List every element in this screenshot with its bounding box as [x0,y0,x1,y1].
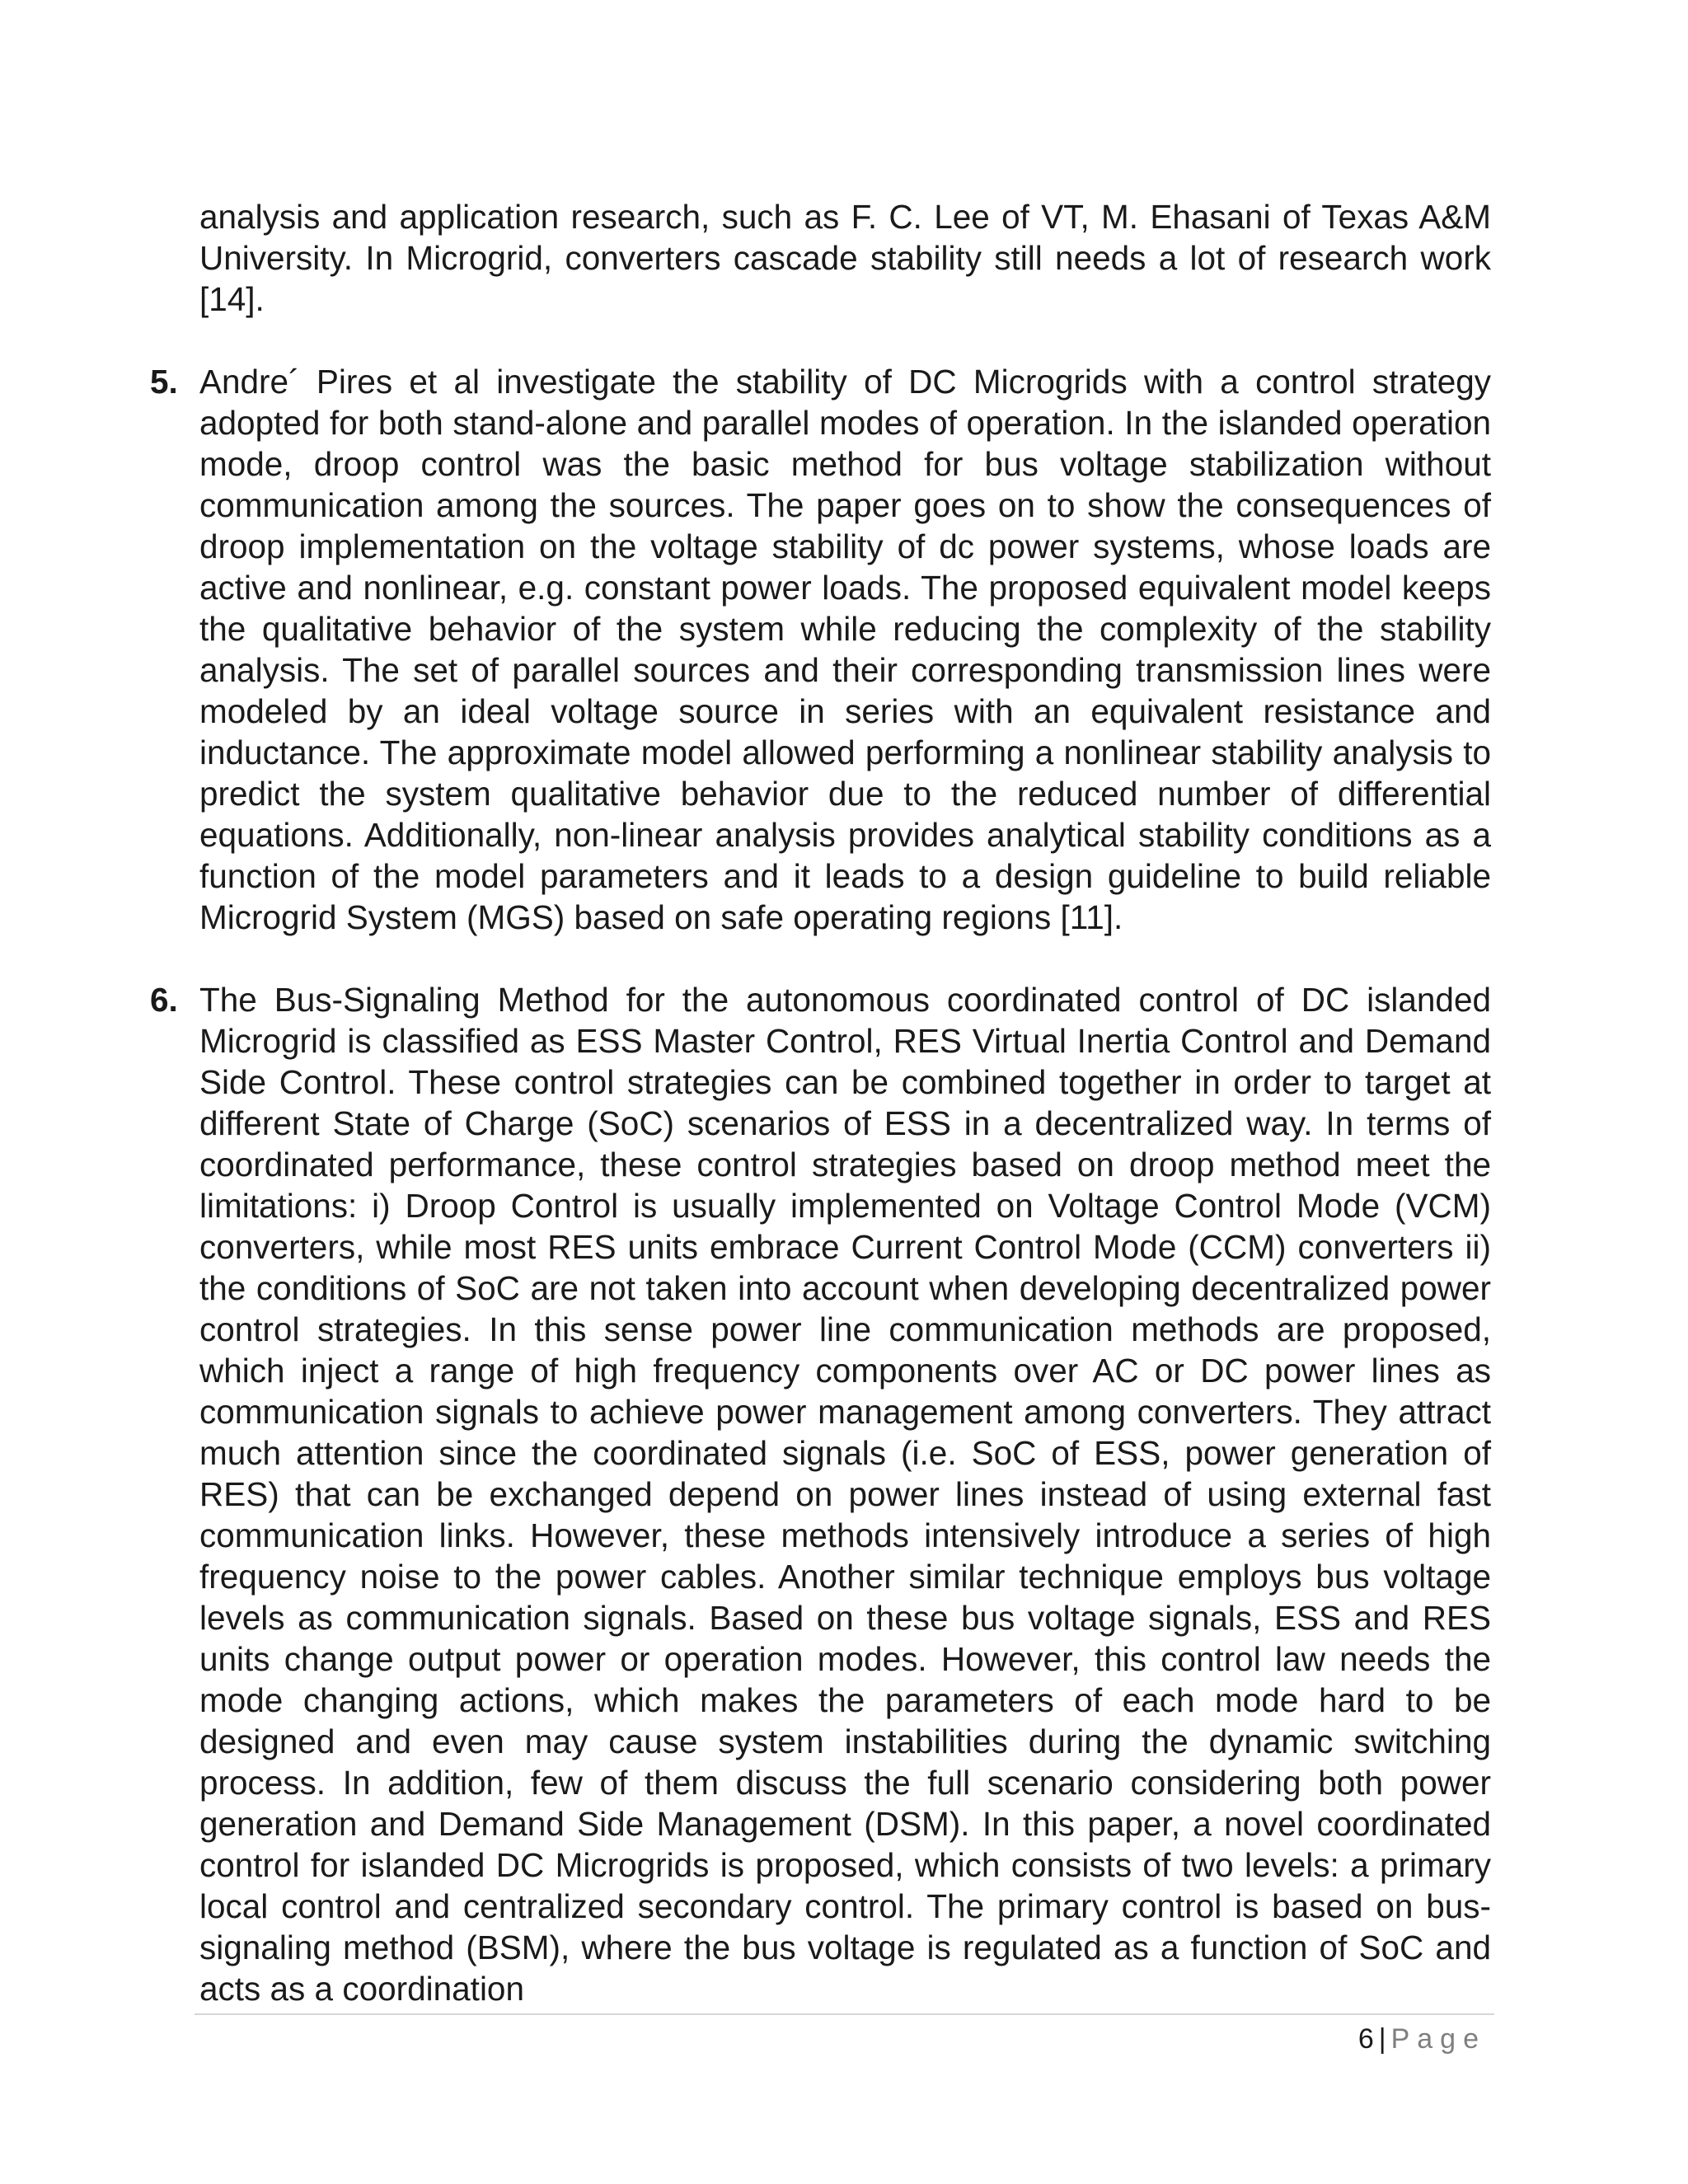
list-item-5 [150,361,1491,938]
list-item-number: 5. [150,363,178,401]
list-item-text: The Bus-Signaling Method for the autonomous coordinated control of DC islanded Microgrid is classified as ESS Master Control, RES Virtual Inertia Control and Demand Side Control. These control strategies can be combined together in order to target at different State of Charge (SoC) scenarios of ESS in a decentralized way. In terms of coordinated performance, these control strategies based on droop method meet the limitations: i) Droop Control is usually implemented on Voltage Control Mode (VCM) converters, while most RES units embrace Current Control Mode (CCM) converters ii) the conditions of SoC are not taken into account when developing decentralized power control strategies. In this sense power line communication methods are proposed, which inject a range of high frequency components over AC or DC power lines as communication signals to achieve power management among converters. They attract much attention since the coordinated signals (i.e. SoC of ESS, power generation of RES) that can be exchanged depend on power lines instead of using external fast communication links. However, these methods intensively introduce a series of high frequency noise to the power cables. Another similar technique employs bus voltage levels as communication signals. Based on these bus voltage signals, ESS and RES units change output power or operation modes. However, this control law needs the mode changing actions, which makes the parameters of each mode hard to be designed and even may cause system instabilities during the dynamic switching process. In addition, few of them discuss the full scenario considering both power generation and Demand Side Management (DSM). In this paper, a novel coordinated control for islanded DC Microgrids is proposed, which consists of two levels: a primary local control and centralized secondary control. The primary control is based on bus-signaling method (BSM), where the bus voltage is regulated as a function of SoC and acts as a coordination [199,981,1491,2008]
page-body [150,196,1491,2009]
page-number: 6 [1357,2023,1374,2055]
footer-separator: | [1378,2023,1386,2055]
page-label: Page [1390,2023,1486,2055]
intro-paragraph: analysis and application research, such as F. C. Lee of VT, M. Ehasani of Texas A&M University. In Microgrid, converters cascade stability still needs a lot of research work [14]. [199,198,1491,318]
page-footer [1358,2021,1486,2057]
list-item-number: 6. [150,981,178,1019]
list-item-6 [150,979,1491,2009]
list-item-text: Andre´ Pires et al investigate the stability of DC Microgrids with a control strategy adopted for both stand-alone and parallel modes of operation. In the islanded operation mode, droop control was the basic method for bus voltage stabilization without communication among the sources. The paper goes on to show the consequences of droop implementation on the voltage stability of dc power systems, whose loads are active and nonlinear, e.g. constant power loads. The proposed equivalent model keeps the qualitative behavior of the system while reducing the complexity of the stability analysis. The set of parallel sources and their corresponding transmission lines were modeled by an ideal voltage source in series with an equivalent resistance and inductance. The approximate model allowed performing a nonlinear stability analysis to predict the system qualitative behavior due to the reduced number of differential equations. Additionally, non-linear analysis provides analytical stability conditions as a function of the model parameters and it leads to a design guideline to build reliable Microgrid System (MGS) based on safe operating regions [11]. [199,363,1491,936]
footer-divider [195,2013,1494,2015]
